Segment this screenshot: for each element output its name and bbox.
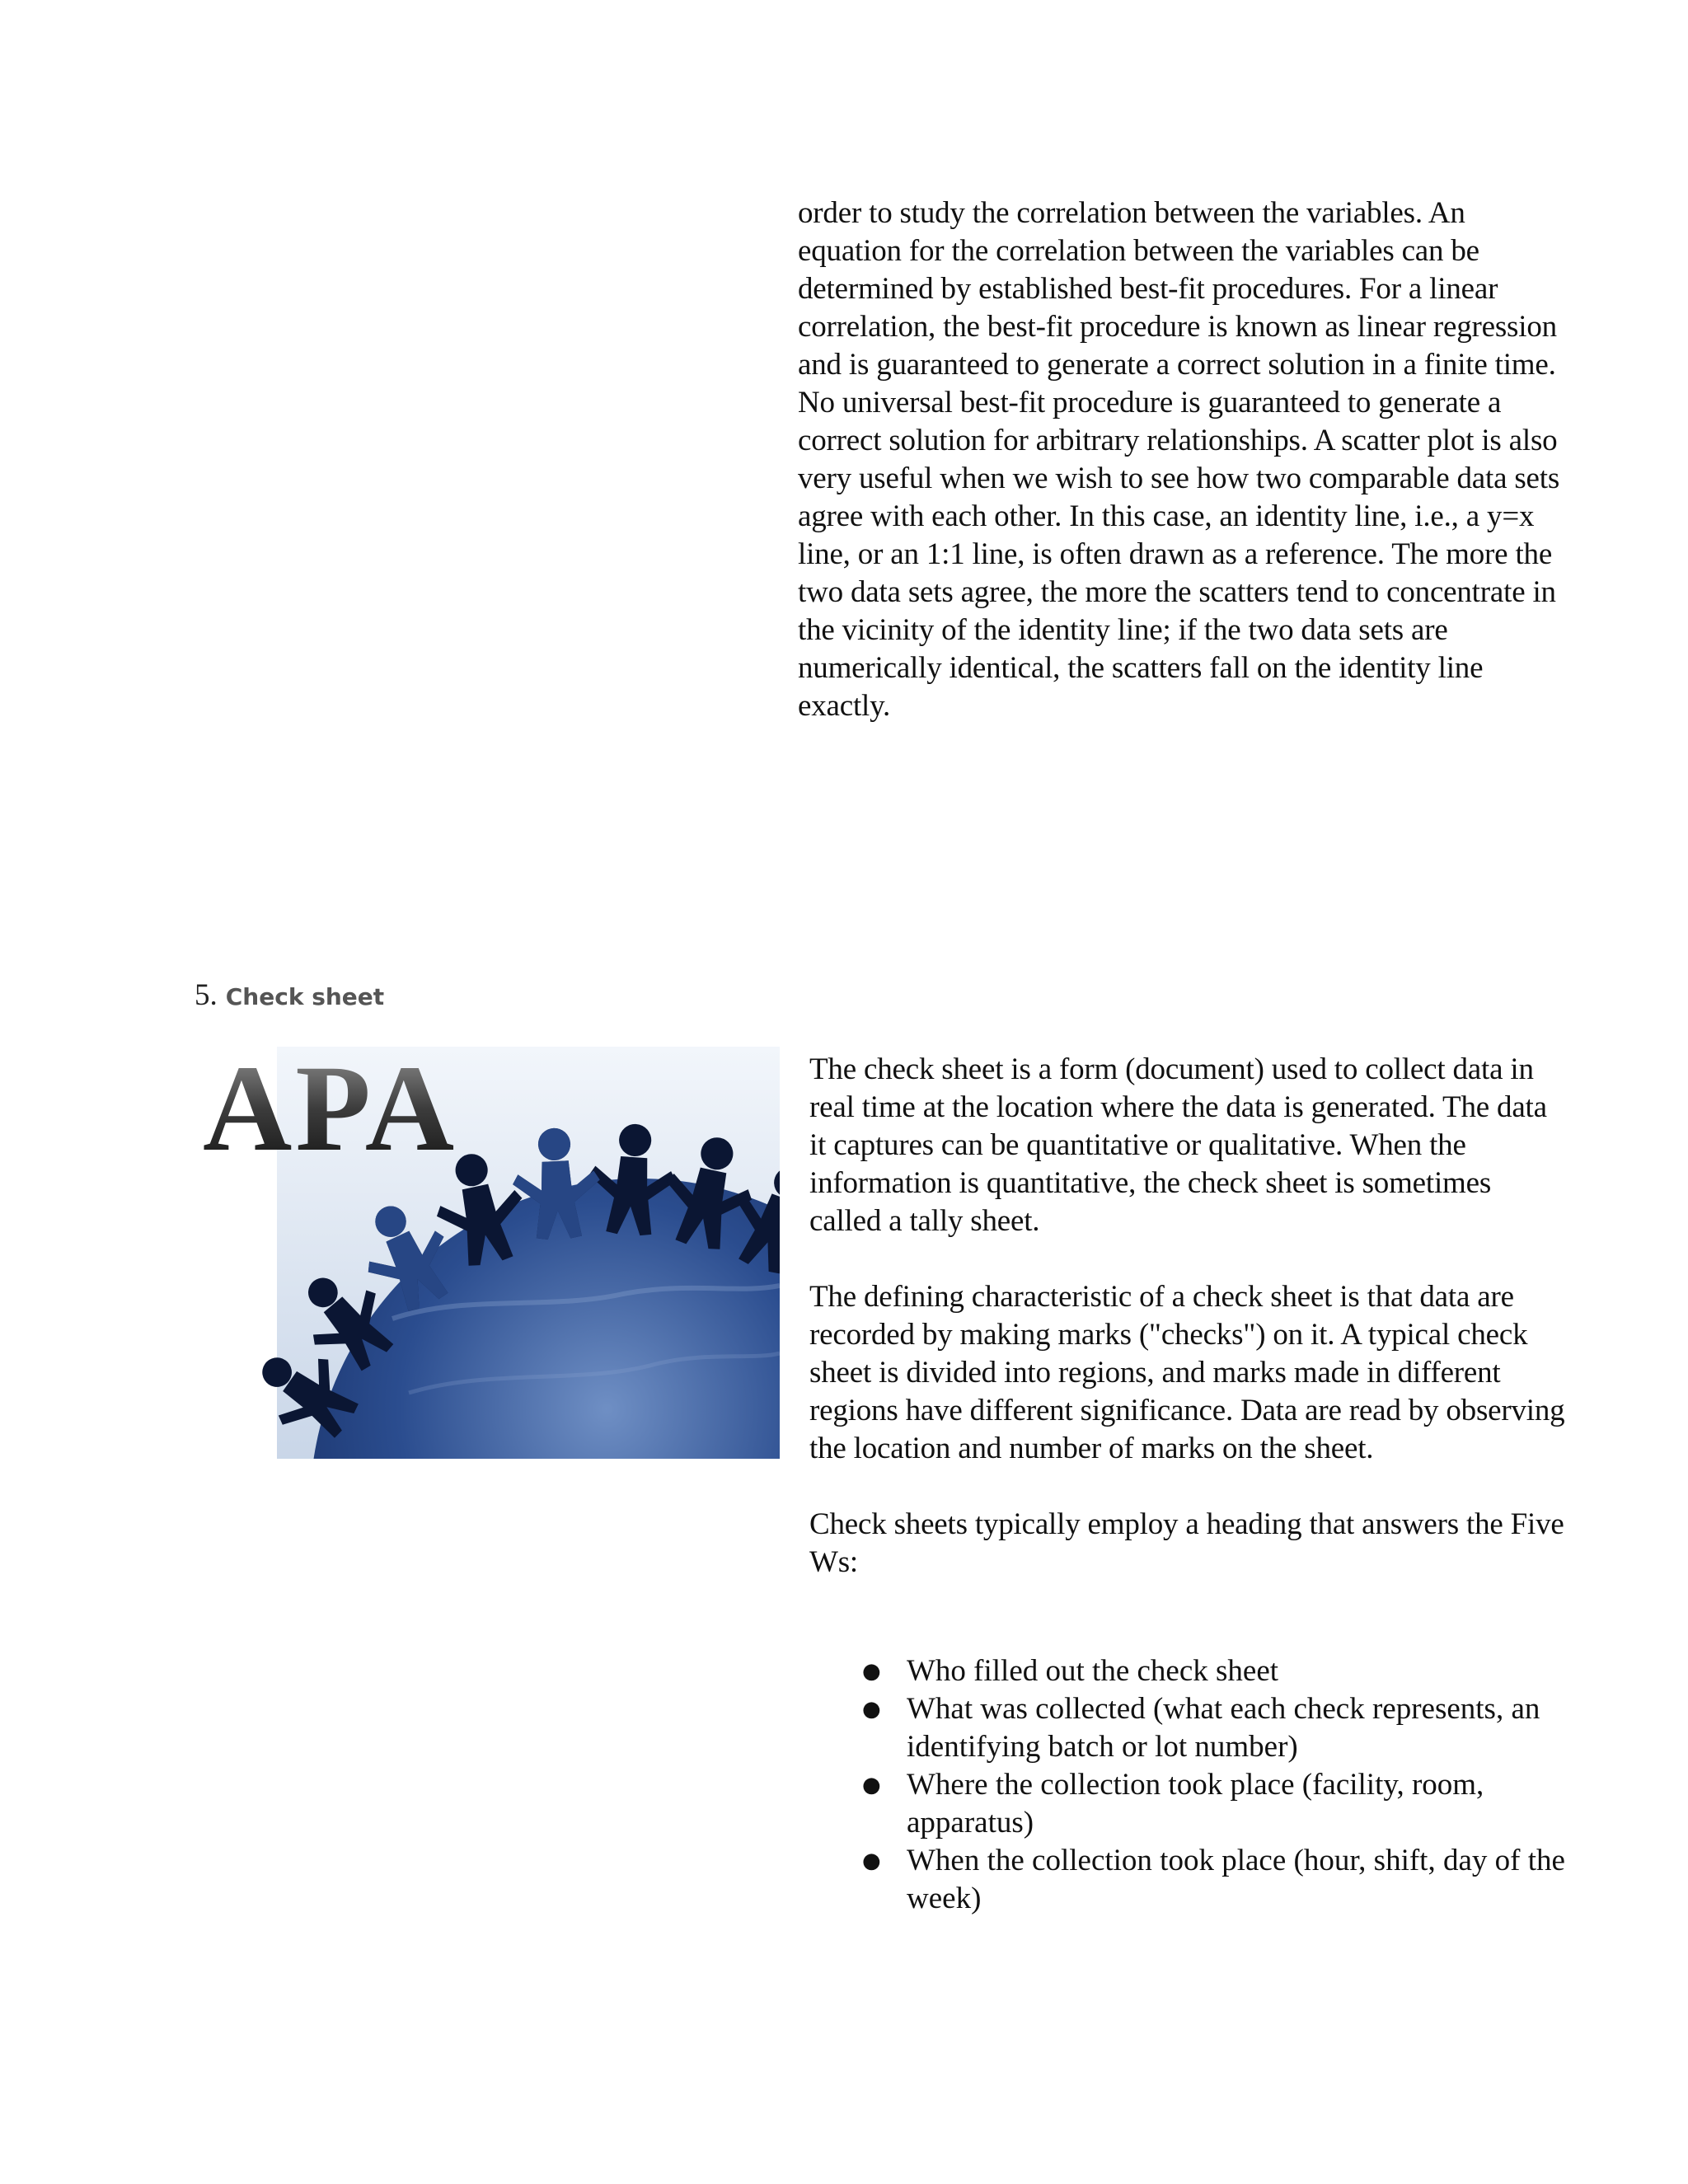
top-paragraph: order to study the correlation between the variables. An equation for the correlation between the variables can be determined by established best-fit procedures. For a linear correlation, the best-fit procedure is known as linear regression and is guaranteed to generate a correct solution in a finite time. No universal best-fit procedure is guaranteed to generate a correct solution for arbitrary relationships. A scatter plot is also very useful when we wish to see how two comparable data sets agree with each other. In this case, an identity line, i.e., a y=x line, or an 1:1 line, is often drawn as a reference. The more the two data sets agree, the more the scatters tend to concentrate in the vicinity of the identity line; if the two data sets are numerically identical, the scatters fall on the identity line exactly. bbox=[798, 196, 1560, 723]
top-paragraph-block bbox=[798, 194, 1564, 725]
check-sheet-paragraph-1: The check sheet is a form (document) used to collect data in real time at the location where the data is generated. The data it captures can be quantitative or qualitative. When the information is quantitative, the check sheet is sometimes called a tally sheet. bbox=[809, 1052, 1547, 1238]
section-title: Check sheet bbox=[225, 983, 385, 1010]
bullet-icon: ● bbox=[862, 1659, 881, 1684]
check-sheet-paragraph-3: Check sheets typically employ a heading that answers the Five Ws: bbox=[809, 1507, 1564, 1579]
list-item-text: What was collected (what each check represents, an identifying batch or lot number) bbox=[907, 1692, 1540, 1764]
check-sheet-paragraph-2: The defining characteristic of a check sheet is that data are recorded by making marks ("checks") on it. A typical check sheet is divided into regions, and marks made in different regions have different significance. Data are read by observing the location and number of marks on the sheet. bbox=[809, 1280, 1565, 1465]
bullet-icon: ● bbox=[862, 1849, 881, 1873]
list-item bbox=[862, 1690, 1566, 1766]
bullet-icon: ● bbox=[862, 1773, 881, 1797]
check-sheet-text bbox=[809, 1051, 1568, 1582]
section-number: 5. bbox=[195, 978, 218, 1012]
list-item bbox=[862, 1766, 1566, 1842]
list-item-text: When the collection took place (hour, shift, day of the week) bbox=[907, 1844, 1565, 1915]
apa-logo-image bbox=[195, 1047, 780, 1459]
five-ws-list bbox=[862, 1652, 1566, 1918]
section-heading bbox=[195, 977, 384, 1013]
list-item-text: Where the collection took place (facility, room, apparatus) bbox=[907, 1768, 1484, 1840]
list-item bbox=[862, 1842, 1566, 1918]
apa-logo-text: APA bbox=[203, 1047, 458, 1177]
list-item-text: Who filled out the check sheet bbox=[907, 1654, 1279, 1688]
bullet-icon: ● bbox=[862, 1697, 881, 1722]
list-item bbox=[862, 1652, 1566, 1690]
